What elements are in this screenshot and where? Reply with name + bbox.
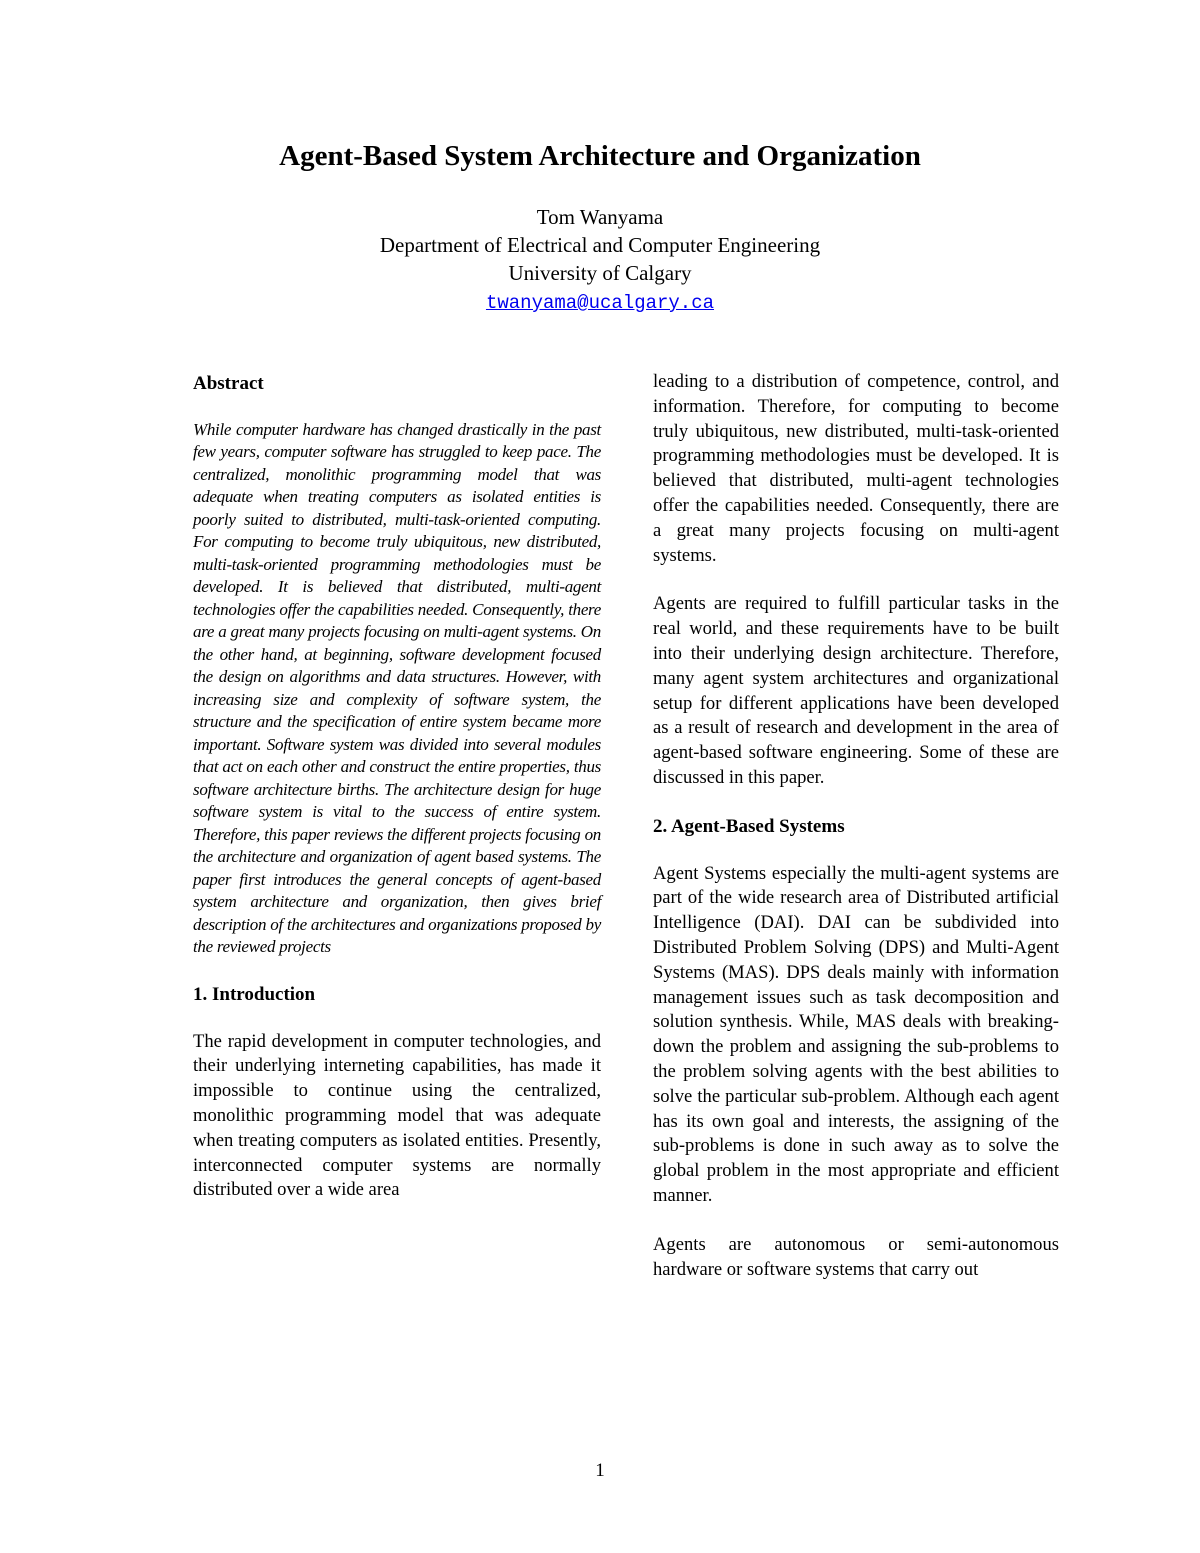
introduction-paragraph-2: Agents are required to fulfill particular tasks in the real world, and these requirements have to be built into their underlying design architecture. Therefore, many agent system architectures and organizational setup for different applications have been developed as a result of research and development in the area of agent-based software engineering. Some of these are discussed in this paper. (653, 593, 1059, 788)
right-column (653, 370, 1059, 1306)
paper-title: Agent-Based System Architecture and Organization (279, 140, 921, 172)
left-column (193, 370, 601, 1227)
author-email-link[interactable]: twanyama@ucalgary.ca (485, 292, 715, 314)
introduction-paragraph-1-continued: leading to a distribution of competence, control, and information. Therefore, for computing to become truly ubiquitous, new distributed, multi-task-oriented programming methodologies must be developed. It is believed that distributed, multi-agent technologies offer the capabilities needed. Consequently, there are a great many projects focusing on multi-agent systems. (653, 371, 1059, 566)
introduction-heading: 1. Introduction (193, 983, 316, 1005)
section-2-heading: 2. Agent-Based Systems (653, 815, 845, 837)
section-2-paragraph-1: Agent Systems especially the multi-agent systems are part of the wide research area of Distributed artificial Intelligence (DAI). DAI can be subdivided into Distributed Problem Solving (DPS) and Multi-Agent Systems (MAS). DPS deals mainly with information management issues such as task decomposition and solution synthesis. While, MAS deals with breaking-down the problem and assigning the sub-problems to the problem solving agents with the best abilities to solve the particular sub-problem. Although each agent has its own goal and interests, the assigning of the sub-problems is done in such away as to solve the global problem in the most appropriate and efficient manner. (653, 862, 1059, 1206)
author-name: Tom Wanyama (536, 205, 664, 229)
section-2-paragraph-2: Agents are autonomous or semi-autonomous hardware or software systems that carry out (653, 1233, 1059, 1280)
abstract-heading: Abstract (193, 373, 264, 394)
page-number: 1 (595, 1460, 605, 1481)
author-university: University of Calgary (508, 261, 692, 285)
author-block (0, 203, 1200, 317)
abstract-text: While computer hardware has changed drastically in the past few years, computer software has struggled to keep pace. The centralized, monolithic programming model that was adequate when treating computers as isolated entities is poorly suited to distributed, multi-task-oriented computing. For computing to become truly ubiquitous, new distributed, multi-task-oriented programming methodologies must be developed. It is believed that distributed, multi-agent technologies offer the capabilities needed. Consequently, there are a great many projects focusing on multi-agent systems. On the other hand, at beginning, software development focused the design on algorithms and data structures. However, with increasing size and complexity of software system, the structure and the specification of entire system became more important. Software system was divided into several modules that act on each other and construct the entire properties, thus software architecture births. The architecture design for huge software system is vital to the success of entire system. Therefore, this paper reviews the different projects focusing on the architecture and organization of agent based systems. The paper first introduces the general concepts of agent-based system architecture and organization, then gives brief description of the architectures and organizations proposed by the reviewed projects (193, 419, 601, 957)
introduction-paragraph-1-start: The rapid development in computer technologies, and their underlying interneting capabilities, has made it impossible to continue using the centralized, monolithic programming model that was adequate when treating computers as isolated entities. Presently, interconnected computer systems are normally distributed over a wide area (193, 1030, 601, 1201)
author-department: Department of Electrical and Computer Engineering (379, 233, 821, 257)
